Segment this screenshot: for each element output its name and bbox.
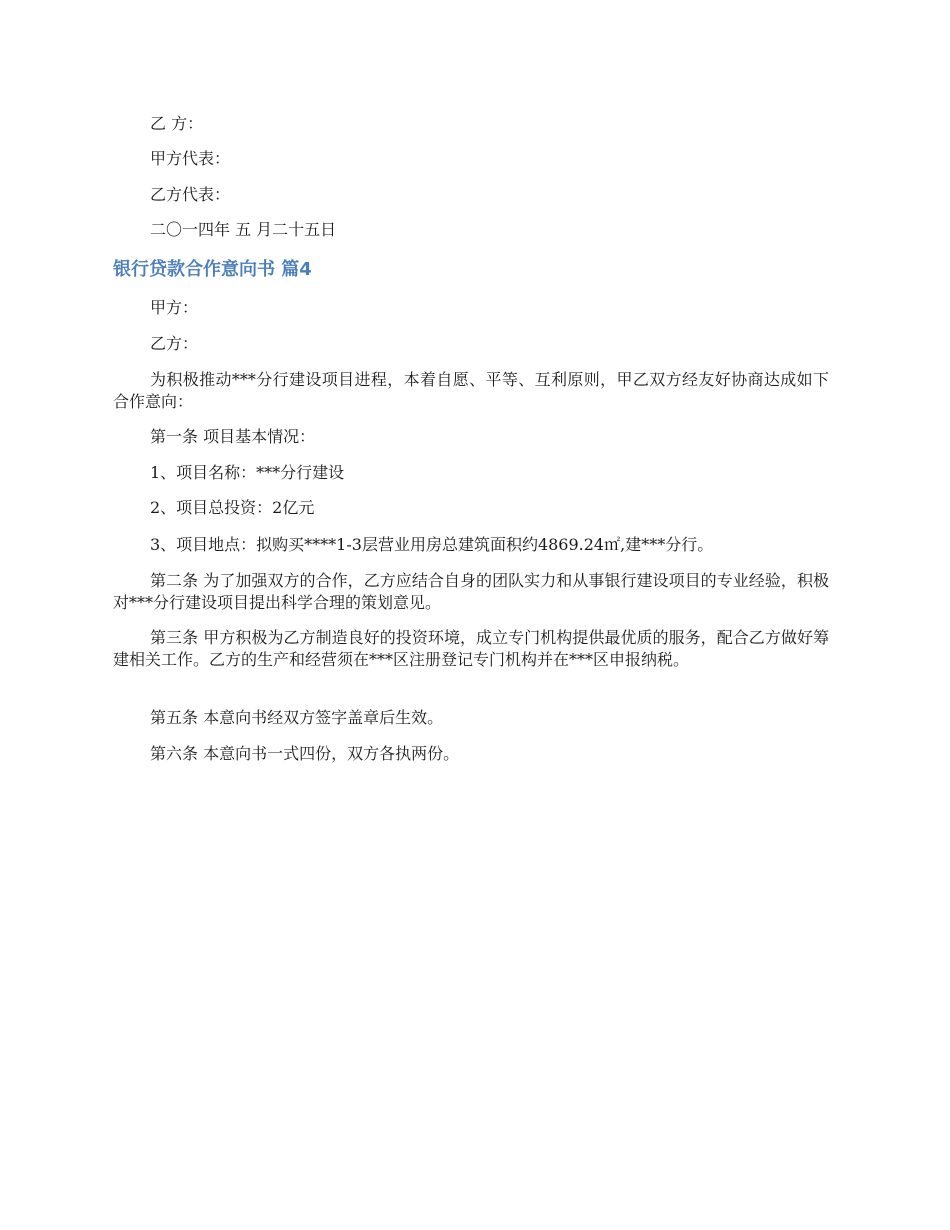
paragraph-article-2: 第二条 为了加强双方的合作，乙方应结合自身的团队实力和从事银行建设项目的专业经验，积极对***分行建设项目提出科学合理的策划意见。 (113, 571, 829, 612)
party-b-line: 乙 方： (150, 114, 204, 133)
party-a-representative-line: 甲方代表： (150, 149, 231, 168)
section-heading: 银行贷款合作意向书 篇4 (113, 259, 312, 280)
paragraph-article-3: 第三条 甲方积极为乙方制造良好的投资环境，成立专门机构提供最优质的服务，配合乙方做好筹建相关工作。乙方的生产和经营须在***区注册登记专门机构并在***区申报纳税。 (113, 628, 829, 669)
paragraph-party-a: 甲方： (150, 298, 199, 317)
paragraph-article-5: 第五条 本意向书经双方签字盖章后生效。 (150, 708, 444, 727)
paragraph-article-1: 第一条 项目基本情况： (150, 427, 316, 446)
date-line: 二〇一四年 五 月二十五日 (150, 220, 337, 239)
paragraph-party-b: 乙方： (150, 334, 199, 353)
paragraph-article-6: 第六条 本意向书一式四份，双方各执两份。 (150, 744, 460, 763)
paragraph-item-3: 3、项目地点：拟购买****1-3层营业用房总建筑面积约4869.24㎡,建***分行。 (150, 535, 714, 554)
paragraph-item-2: 2、项目总投资：2亿元 (150, 498, 315, 517)
party-b-representative-line: 乙方代表： (150, 185, 231, 204)
paragraph-item-1: 1、项目名称：***分行建设 (150, 463, 345, 482)
paragraph-intro: 为积极推动***分行建设项目进程，本着自愿、平等、互利原则，甲乙双方经友好协商达成如下合作意向： (113, 370, 829, 411)
